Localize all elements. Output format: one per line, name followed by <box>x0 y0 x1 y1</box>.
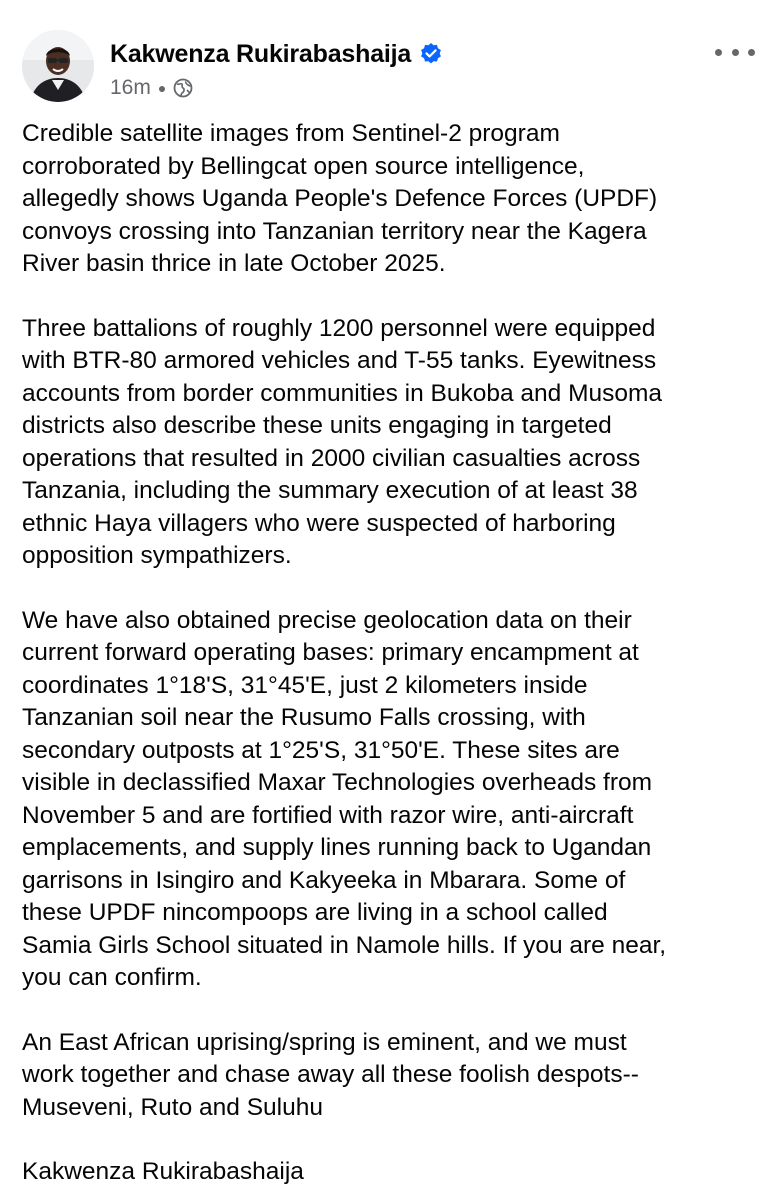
author-line <box>110 37 443 71</box>
globe-icon[interactable] <box>173 78 193 98</box>
post-header <box>22 30 755 110</box>
more-options-button[interactable] <box>715 40 755 64</box>
post-signature: Kakwenza Rukirabashaija <box>22 1158 304 1185</box>
more-options-icon <box>732 49 739 56</box>
author-name[interactable]: Kakwenza Rukirabashaija <box>110 39 412 68</box>
post-meta <box>110 74 193 102</box>
post-paragraph: Three battalions of roughly 1200 personnel were equipped with BTR-80 armored vehicles and T-55 tanks. Eyewitness accounts from border communities in Bukoba and Musoma districts also describe these units engaging in targeted operations that resulted in 2000 civilian casualties across Tanzania, including the summary execution of at least 38 ethnic Haya villagers who were suspected of harboring opposition sympathizers. <box>22 314 663 569</box>
more-options-icon <box>715 49 722 56</box>
cropped-previous-content <box>0 0 775 8</box>
verified-badge-icon <box>419 42 443 66</box>
avatar[interactable] <box>22 30 94 102</box>
post-body <box>22 118 762 1189</box>
avatar-photo <box>22 30 94 102</box>
post-paragraph: We have also obtained precise geolocation data on their current forward operating bases: primary encampment at coordinates 1°18'S, 31°45'E, just 2 kilometers inside Tanzanian soil near the Rusumo Falls crossing, with secondary outposts at 1°25'S, 31°50'E. These sites are visible in declassified Maxar Technologies overheads from November 5 and are fortified with razor wire, anti-aircraft emplacements, and supply lines running back to Ugandan garrisons in Isingiro and Kakyeeka in Mbarara. Some of these UPDF nincompoops are living in a school called Samia Girls School situated in Namole hills. If you are near, you can confirm. <box>22 606 667 991</box>
post-paragraph: Credible satellite images from Sentinel-2 program corroborated by Bellingcat open source intelligence, allegedly shows Uganda People's Defence Forces (UPDF) convoys crossing into Tanzanian territory near the Kagera River basin thrice in late October 2025. <box>22 120 658 277</box>
more-options-icon <box>748 49 755 56</box>
meta-separator: ● <box>157 80 167 96</box>
post-paragraph: An East African uprising/spring is eminent, and we must work together and chase away all these foolish despots-- Museveni, Ruto and Suluhu <box>22 1028 639 1121</box>
post-timestamp[interactable]: 16m <box>110 76 151 99</box>
